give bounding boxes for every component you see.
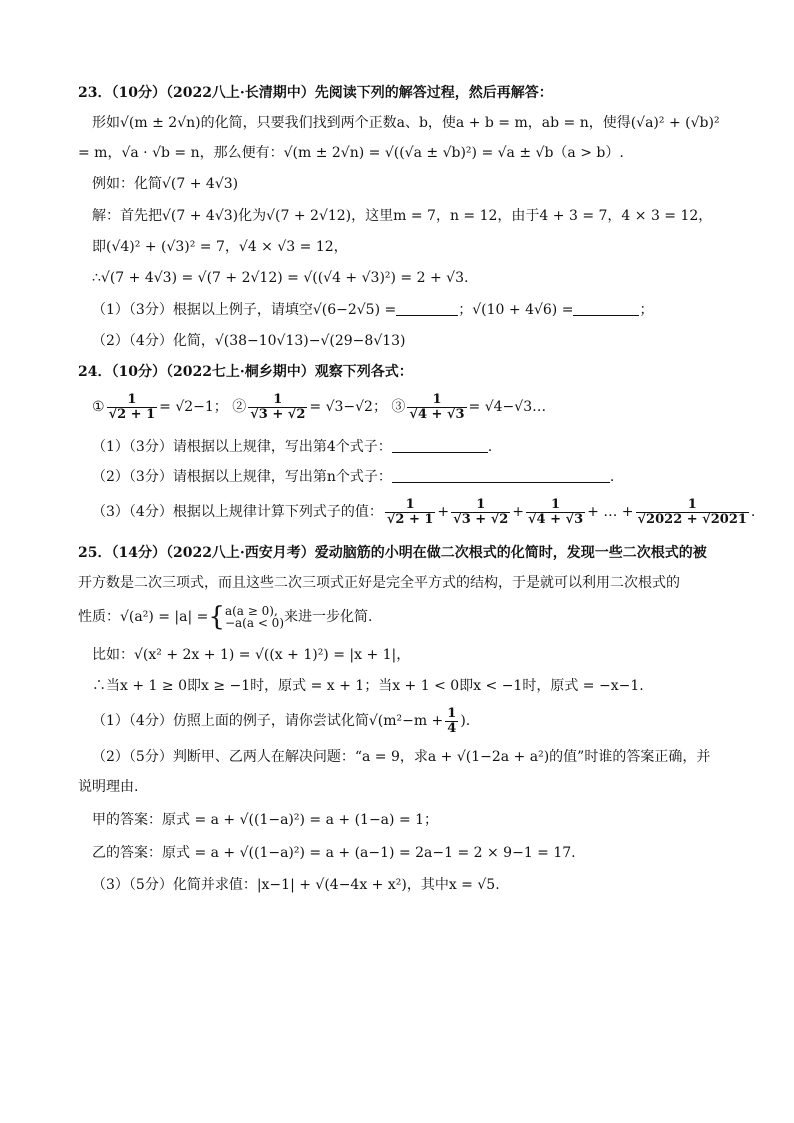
q24-part2: （2）（3分）请根据以上规律，写出第n个式子： .: [92, 469, 615, 485]
q24-examples: ① $\frac{1}{√2 + 1}$ = √2−1； ② $\frac{1}{√3 + √2}$ = √3−√2； ③ $\frac{1}{√4 + √3}$ = √4−√3…: [92, 391, 547, 422]
q25-yi-answer: 乙的答案：原式 = a + √((1−a)²) = a + (a−1) = 2a−1 = 2 × 9−1 = 17.: [92, 845, 576, 861]
q23-solution-1: 解：首先把√(7 + 4√3)化为√(7 + 2√12)，这里m = 7，n = 12，由于4 + 3 = 7，4 × 3 = 12，: [92, 208, 713, 224]
q23-solution-3: ∴√(7 + 4√3) = √(7 + 2√12) = √((√4 + √3)²) = 2 + √3.: [92, 270, 469, 286]
q24-fraction-3: $\frac{1}{√4 + √3}$: [409, 391, 465, 422]
q25-example-conclusion: ∴当x + 1 ≥ 0即x ≥ −1时，原式 = x + 1；当x + 1 < 0即x < −1时，原式 = −x−1.: [92, 678, 644, 694]
q24-sum-fraction-2: $\frac{1}{√3 + √2}$: [453, 496, 509, 527]
q23-solution-2: 即(√4)² + (√3)² = 7，√4 × √3 = 12，: [92, 239, 348, 255]
q23-header: 23．（10分）（2022八上·长清期中）先阅读下列的解答过程，然后再解答：: [78, 85, 553, 101]
q24-sum-fraction-last: $\frac{1}{√2022 + √2021}$: [637, 496, 747, 527]
q23-line2: = m，√a · √b = n，那么便有：√(m ± 2√n) = √((√a ± √b)²) = √a ± √b（a > b）.: [78, 145, 624, 161]
q24-part3: （3）（4分）根据以上规律计算下列式子的值： $\frac{1}{√2 + 1}$ + $\frac{1}{√3 + √2}$ + $\frac{1}{√4 + √3}$ + … + $\frac{1}{√2022 + √2021}$ .: [92, 496, 756, 527]
q25-piecewise: a(a ≥ 0), −a(a < 0): [224, 604, 284, 630]
q24-header: 24．（10分）（2022七上·桐乡期中）观察下列各式：: [78, 364, 413, 380]
q25-part2: （2）（5分）判断甲、乙两人在解决问题：“a = 9，求a + √(1−2a + a²)的值”时谁的答案正确，并: [92, 749, 711, 765]
q24-answer-blank-2[interactable]: [392, 468, 610, 483]
q24-part1: （1）（3分）请根据以上规律，写出第4个式子： .: [92, 439, 493, 455]
q23-line1: 形如√(m ± 2√n)的化简，只要我们找到两个正数a、b，使a + b = m，ab = n，使得(√a)² + (√b)²: [92, 115, 720, 131]
q23-example: 例如：化简√(7 + 4√3): [92, 176, 239, 192]
q25-quarter-fraction: $\frac{1}{4}$: [447, 705, 457, 736]
q25-line1: 开方数是二次三项式，而且这些二次三项式正好是完全平方式的结构，于是就可以利用二次根式的: [78, 575, 680, 591]
q23-answer-blank-b[interactable]: [573, 301, 639, 316]
q25-part1: （1）（4分）仿照上面的例子，请你尝试化简√(m²−m + $\frac{1}{4}$ ).: [92, 705, 471, 736]
q25-part2-cont: 说明理由.: [78, 779, 139, 795]
q24-sum-fraction-3: $\frac{1}{√4 + √3}$: [528, 496, 584, 527]
q24-fraction-1: $\frac{1}{√2 + 1}$: [108, 391, 156, 422]
q23-part1: （1）（3分）根据以上例子，请填空√(6−2√5) = ；√(10 + 4√6) = ；: [92, 302, 654, 318]
q23-answer-blank-a[interactable]: [396, 301, 458, 316]
q24-sum-fraction-1: $\frac{1}{√2 + 1}$: [386, 496, 434, 527]
q25-jia-answer: 甲的答案：原式 = a + √((1−a)²) = a + (1−a) = 1；: [92, 812, 439, 828]
q25-part3: （3）（5分）化简并求值：|x−1| + √(4−4x + x²)，其中x = √5.: [92, 877, 500, 893]
q25-example: 比如：√(x² + 2x + 1) = √((x + 1)²) = |x + 1|，: [92, 647, 411, 663]
q24-answer-blank-1[interactable]: [392, 438, 488, 453]
q25-header: 25．（14分）（2022八上·西安月考）爱动脑筋的小明在做二次根式的化简时，发现一些二次根式的被: [78, 545, 707, 561]
q24-fraction-2: $\frac{1}{√3 + √2}$: [250, 391, 306, 422]
q23-part2: （2）（4分）化简，√(38−10√13)−√(29−8√13): [92, 333, 406, 349]
q25-line2: 性质：√(a²) = |a| ={ a(a ≥ 0), −a(a < 0) 来进一步化简.: [78, 602, 373, 632]
